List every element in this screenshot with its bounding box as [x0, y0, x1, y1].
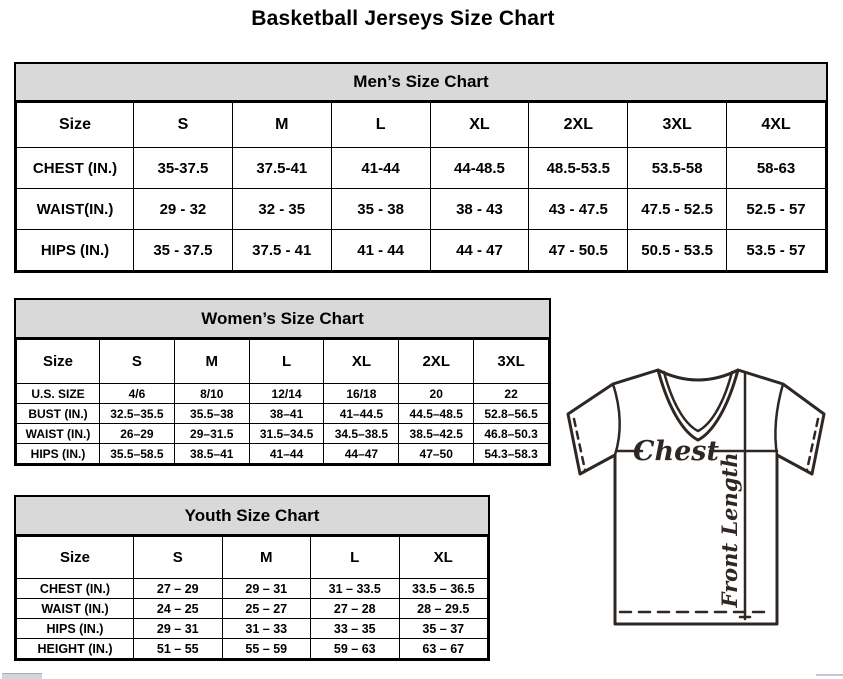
size-cell: 22	[474, 384, 549, 404]
size-cell: 41–44.5	[324, 404, 399, 424]
column-header: M	[232, 103, 331, 148]
size-cell: 63 – 67	[399, 639, 488, 659]
size-cell: 35-37.5	[134, 148, 233, 189]
scrollbar-fragment-right	[816, 674, 843, 676]
column-header: L	[249, 340, 324, 384]
row-label: WAIST(IN.)	[17, 189, 134, 230]
column-header: Size	[17, 340, 100, 384]
size-cell: 47 - 50.5	[529, 230, 628, 271]
row-label: HIPS (IN.)	[17, 444, 100, 464]
size-cell: 29 – 31	[222, 579, 311, 599]
size-cell: 38.5–42.5	[399, 424, 474, 444]
size-cell: 29 - 32	[134, 189, 233, 230]
page-title: Basketball Jerseys Size Chart	[251, 7, 555, 30]
youth-header-row	[17, 537, 488, 579]
womens-size-table	[16, 339, 549, 464]
column-header: S	[134, 537, 223, 579]
table-row	[17, 424, 549, 444]
column-header: S	[134, 103, 233, 148]
size-cell: 35 - 38	[331, 189, 430, 230]
column-header: 3XL	[628, 103, 727, 148]
size-cell: 27 – 28	[311, 599, 400, 619]
size-cell: 16/18	[324, 384, 399, 404]
column-header: M	[174, 340, 249, 384]
size-cell: 29–31.5	[174, 424, 249, 444]
mens-chart-title: Men’s Size Chart	[16, 64, 826, 102]
table-row	[17, 384, 549, 404]
size-cell: 35 – 37	[399, 619, 488, 639]
size-cell: 44 - 47	[430, 230, 529, 271]
row-label: CHEST (IN.)	[17, 579, 134, 599]
size-cell: 46.8–50.3	[474, 424, 549, 444]
row-label: WAIST (IN.)	[17, 599, 134, 619]
size-cell: 29 – 31	[134, 619, 223, 639]
size-cell: 38 - 43	[430, 189, 529, 230]
size-cell: 58-63	[727, 148, 826, 189]
size-cell: 47–50	[399, 444, 474, 464]
size-cell: 8/10	[174, 384, 249, 404]
size-cell: 38.5–41	[174, 444, 249, 464]
size-cell: 37.5-41	[232, 148, 331, 189]
size-cell: 55 – 59	[222, 639, 311, 659]
table-row	[17, 619, 488, 639]
size-cell: 28 – 29.5	[399, 599, 488, 619]
front-length-label: Front Length	[717, 452, 742, 608]
size-cell: 41-44	[331, 148, 430, 189]
size-cell: 43 - 47.5	[529, 189, 628, 230]
size-cell: 35.5–38	[174, 404, 249, 424]
size-cell: 31.5–34.5	[249, 424, 324, 444]
table-row	[17, 189, 826, 230]
column-header: Size	[17, 103, 134, 148]
size-cell: 31 – 33	[222, 619, 311, 639]
column-header: XL	[399, 537, 488, 579]
column-header: L	[311, 537, 400, 579]
table-row	[17, 599, 488, 619]
table-row	[17, 230, 826, 271]
jersey-diagram	[558, 362, 843, 630]
size-cell: 52.5 - 57	[727, 189, 826, 230]
size-cell: 35.5–58.5	[100, 444, 175, 464]
table-row	[17, 404, 549, 424]
column-header: M	[222, 537, 311, 579]
size-cell: 26–29	[100, 424, 175, 444]
row-label: WAIST (IN.)	[17, 424, 100, 444]
row-label: HEIGHT (IN.)	[17, 639, 134, 659]
size-cell: 59 – 63	[311, 639, 400, 659]
size-cell: 25 – 27	[222, 599, 311, 619]
column-header: 4XL	[727, 103, 826, 148]
column-header: S	[100, 340, 175, 384]
size-cell: 41–44	[249, 444, 324, 464]
size-cell: 32.5–35.5	[100, 404, 175, 424]
size-cell: 35 - 37.5	[134, 230, 233, 271]
row-label: CHEST (IN.)	[17, 148, 134, 189]
size-cell: 27 – 29	[134, 579, 223, 599]
size-cell: 53.5 - 57	[727, 230, 826, 271]
womens-size-chart	[14, 298, 551, 466]
size-cell: 20	[399, 384, 474, 404]
womens-chart-title: Women’s Size Chart	[16, 300, 549, 339]
size-cell: 34.5–38.5	[324, 424, 399, 444]
row-label: BUST (IN.)	[17, 404, 100, 424]
column-header: L	[331, 103, 430, 148]
table-row	[17, 148, 826, 189]
row-label: U.S. SIZE	[17, 384, 100, 404]
chest-label: Chest	[633, 436, 719, 467]
column-header: Size	[17, 537, 134, 579]
size-cell: 31 – 33.5	[311, 579, 400, 599]
size-cell: 44.5–48.5	[399, 404, 474, 424]
size-cell: 41 - 44	[331, 230, 430, 271]
row-label: HIPS (IN.)	[17, 619, 134, 639]
youth-size-chart	[14, 495, 490, 661]
size-cell: 50.5 - 53.5	[628, 230, 727, 271]
column-header: XL	[324, 340, 399, 384]
size-cell: 44-48.5	[430, 148, 529, 189]
column-header: 2XL	[399, 340, 474, 384]
size-cell: 33.5 – 36.5	[399, 579, 488, 599]
scrollbar-fragment-left	[2, 673, 42, 679]
column-header: 2XL	[529, 103, 628, 148]
size-cell: 53.5-58	[628, 148, 727, 189]
youth-chart-title: Youth Size Chart	[16, 497, 488, 536]
jersey-outline	[568, 370, 824, 624]
size-cell: 33 – 35	[311, 619, 400, 639]
row-label: HIPS (IN.)	[17, 230, 134, 271]
mens-header-row	[17, 103, 826, 148]
size-cell: 52.8–56.5	[474, 404, 549, 424]
table-row	[17, 444, 549, 464]
size-cell: 38–41	[249, 404, 324, 424]
mens-size-chart	[14, 62, 828, 273]
size-cell: 54.3–58.3	[474, 444, 549, 464]
table-row	[17, 579, 488, 599]
size-cell: 24 – 25	[134, 599, 223, 619]
column-header: 3XL	[474, 340, 549, 384]
table-row	[17, 639, 488, 659]
size-cell: 4/6	[100, 384, 175, 404]
size-cell: 44–47	[324, 444, 399, 464]
mens-size-table	[16, 102, 826, 271]
womens-header-row	[17, 340, 549, 384]
size-cell: 48.5-53.5	[529, 148, 628, 189]
size-cell: 32 - 35	[232, 189, 331, 230]
column-header: XL	[430, 103, 529, 148]
size-cell: 37.5 - 41	[232, 230, 331, 271]
youth-size-table	[16, 536, 488, 659]
size-cell: 12/14	[249, 384, 324, 404]
size-cell: 51 – 55	[134, 639, 223, 659]
size-cell: 47.5 - 52.5	[628, 189, 727, 230]
